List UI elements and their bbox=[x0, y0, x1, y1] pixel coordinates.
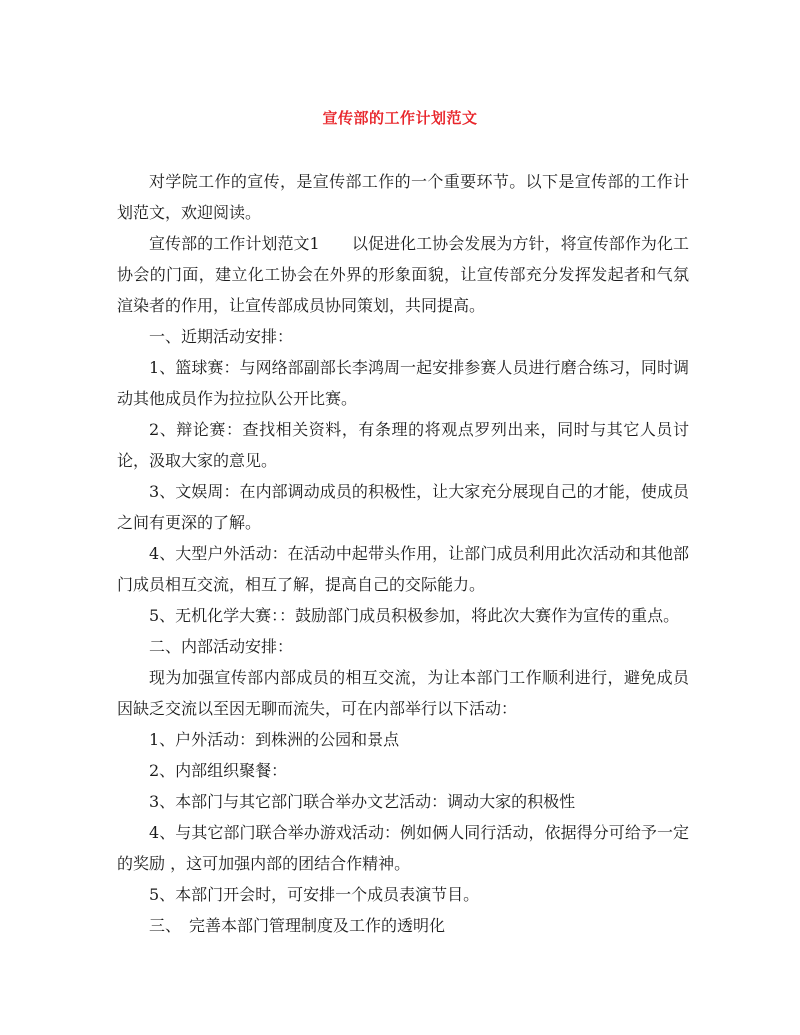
list-item-joint-game-event: 4、与其它部门联合举办游戏活动：例如俩人同行活动，依据得分可给予一定的奖励 ，这可加强内部的团结合作精神。 bbox=[117, 823, 689, 873]
list-item-dinner: 2、内部组织聚餐： bbox=[149, 761, 288, 780]
list-item-outdoor-activity: 4、大型户外活动：在活动中起带头作用，让部门成员利用此次活动和其他部门成员相互交流，相互了解，提高自己的交际能力。 bbox=[117, 544, 689, 594]
document-title: 宣传部的工作计划范文 bbox=[322, 109, 478, 127]
list-item-chemistry-contest: 5、无机化学大赛：：鼓励部门成员积极参加，将此次大赛作为宣传的重点。 bbox=[149, 606, 680, 625]
document-body bbox=[117, 166, 689, 941]
list-item-meeting-performance: 5、本部门开会时，可安排一个成员表演节目。 bbox=[149, 885, 480, 904]
list-item-basketball: 1、篮球赛：与网络部副部长李鸿周一起安排参赛人员进行磨合练习，同时调动其他成员作为拉拉队公开比赛。 bbox=[117, 358, 689, 408]
paragraph-internal-intro: 现为加强宣传部内部成员的相互交流，为让本部门工作顺利进行，避免成员因缺乏交流以至因无聊而流失，可在内部举行以下活动： bbox=[117, 668, 689, 718]
section-heading-internal-activities: 二、内部活动安排： bbox=[149, 637, 294, 656]
section-heading-management: 三、 完善本部门管理制度及工作的透明化 bbox=[149, 916, 446, 935]
list-item-park-trip: 1、户外活动：到株洲的公园和景点 bbox=[149, 730, 400, 749]
section-heading-recent-activities: 一、近期活动安排： bbox=[149, 327, 294, 346]
list-item-entertainment-week: 3、文娱周：在内部调动成员的积极性，让大家充分展现自己的才能，使成员之间有更深的了解。 bbox=[117, 482, 689, 532]
list-item-debate: 2、辩论赛：查找相关资料，有条理的将观点罗列出来，同时与其它人员讨论，汲取大家的意见。 bbox=[117, 420, 689, 470]
list-item-joint-art-event: 3、本部门与其它部门联合举办文艺活动：调动大家的积极性 bbox=[149, 792, 576, 811]
paragraph-intro: 对学院工作的宣传，是宣传部工作的一个重要环节。以下是宣传部的工作计划范文，欢迎阅读。 bbox=[117, 172, 689, 222]
paragraph-plan-overview: 宣传部的工作计划范文1 以促进化工协会发展为方针，将宣传部作为化工协会的门面，建立化工协会在外界的形象面貌，让宣传部充分发挥发起者和气氛渲染者的作用，让宣传部成员协同策划，共同提高。 bbox=[117, 234, 689, 315]
